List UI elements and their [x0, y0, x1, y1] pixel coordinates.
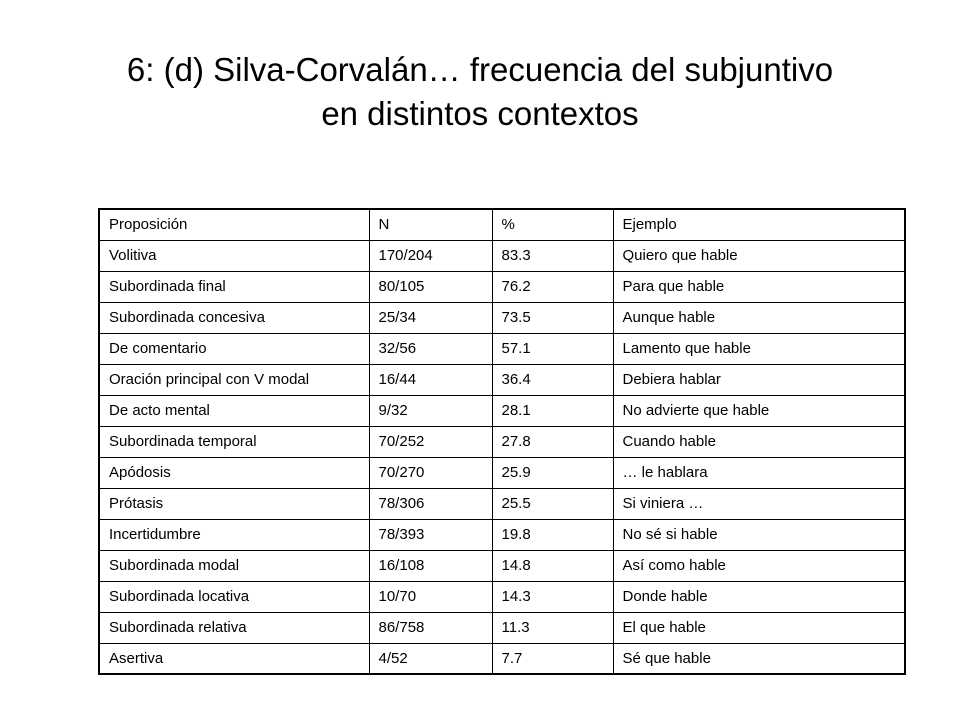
- cell-n: 70/252: [369, 426, 492, 457]
- cell-percent: 19.8: [492, 519, 613, 550]
- cell-n: 25/34: [369, 302, 492, 333]
- cell-ejemplo: Aunque hable: [613, 302, 905, 333]
- table-row: [99, 364, 905, 395]
- cell-n: 32/56: [369, 333, 492, 364]
- cell-ejemplo: No advierte que hable: [613, 395, 905, 426]
- cell-ejemplo: … le hablara: [613, 457, 905, 488]
- cell-proposicion: De acto mental: [99, 395, 369, 426]
- cell-proposicion: Apódosis: [99, 457, 369, 488]
- cell-percent: 76.2: [492, 271, 613, 302]
- table-row: [99, 612, 905, 643]
- table-row: [99, 302, 905, 333]
- cell-proposicion: Volitiva: [99, 240, 369, 271]
- cell-proposicion: Incertidumbre: [99, 519, 369, 550]
- cell-n: 86/758: [369, 612, 492, 643]
- slide-title: [40, 48, 920, 136]
- cell-n: 16/108: [369, 550, 492, 581]
- cell-n: 170/204: [369, 240, 492, 271]
- header-percent: %: [492, 209, 613, 240]
- cell-ejemplo: El que hable: [613, 612, 905, 643]
- cell-percent: 36.4: [492, 364, 613, 395]
- table-row: [99, 488, 905, 519]
- cell-percent: 73.5: [492, 302, 613, 333]
- table-row: [99, 643, 905, 674]
- table-row: [99, 271, 905, 302]
- cell-proposicion: Oración principal con V modal: [99, 364, 369, 395]
- cell-ejemplo: Donde hable: [613, 581, 905, 612]
- cell-ejemplo: Cuando hable: [613, 426, 905, 457]
- cell-ejemplo: Debiera hablar: [613, 364, 905, 395]
- cell-percent: 11.3: [492, 612, 613, 643]
- cell-n: 9/32: [369, 395, 492, 426]
- table-row: [99, 457, 905, 488]
- cell-ejemplo: Así como hable: [613, 550, 905, 581]
- cell-percent: 14.8: [492, 550, 613, 581]
- cell-percent: 25.9: [492, 457, 613, 488]
- cell-proposicion: Subordinada modal: [99, 550, 369, 581]
- cell-n: 10/70: [369, 581, 492, 612]
- table-row: [99, 395, 905, 426]
- table-header-row: [99, 209, 905, 240]
- cell-percent: 28.1: [492, 395, 613, 426]
- slide-title-line-2: en distintos contextos: [321, 95, 639, 132]
- table-row: [99, 426, 905, 457]
- cell-proposicion: Subordinada temporal: [99, 426, 369, 457]
- table-row: [99, 333, 905, 364]
- table-row: [99, 240, 905, 271]
- cell-n: 16/44: [369, 364, 492, 395]
- cell-proposicion: Subordinada locativa: [99, 581, 369, 612]
- cell-ejemplo: Lamento que hable: [613, 333, 905, 364]
- table-row: [99, 550, 905, 581]
- table-row: [99, 581, 905, 612]
- cell-n: 80/105: [369, 271, 492, 302]
- cell-percent: 25.5: [492, 488, 613, 519]
- cell-n: 78/306: [369, 488, 492, 519]
- cell-percent: 27.8: [492, 426, 613, 457]
- cell-percent: 57.1: [492, 333, 613, 364]
- cell-percent: 7.7: [492, 643, 613, 674]
- subjunctive-frequency-table: [98, 208, 906, 675]
- cell-proposicion: Subordinada relativa: [99, 612, 369, 643]
- header-proposicion: Proposición: [99, 209, 369, 240]
- cell-ejemplo: Sé que hable: [613, 643, 905, 674]
- cell-n: 78/393: [369, 519, 492, 550]
- cell-ejemplo: Si viniera …: [613, 488, 905, 519]
- cell-n: 4/52: [369, 643, 492, 674]
- cell-percent: 14.3: [492, 581, 613, 612]
- cell-ejemplo: No sé si hable: [613, 519, 905, 550]
- cell-proposicion: Subordinada concesiva: [99, 302, 369, 333]
- cell-proposicion: Asertiva: [99, 643, 369, 674]
- table-row: [99, 519, 905, 550]
- cell-proposicion: Prótasis: [99, 488, 369, 519]
- cell-proposicion: Subordinada final: [99, 271, 369, 302]
- header-n: N: [369, 209, 492, 240]
- slide-title-line-1: 6: (d) Silva-Corvalán… frecuencia del subjuntivo: [126, 51, 834, 88]
- header-ejemplo: Ejemplo: [613, 209, 905, 240]
- cell-n: 70/270: [369, 457, 492, 488]
- cell-ejemplo: Para que hable: [613, 271, 905, 302]
- cell-ejemplo: Quiero que hable: [613, 240, 905, 271]
- cell-percent: 83.3: [492, 240, 613, 271]
- cell-proposicion: De comentario: [99, 333, 369, 364]
